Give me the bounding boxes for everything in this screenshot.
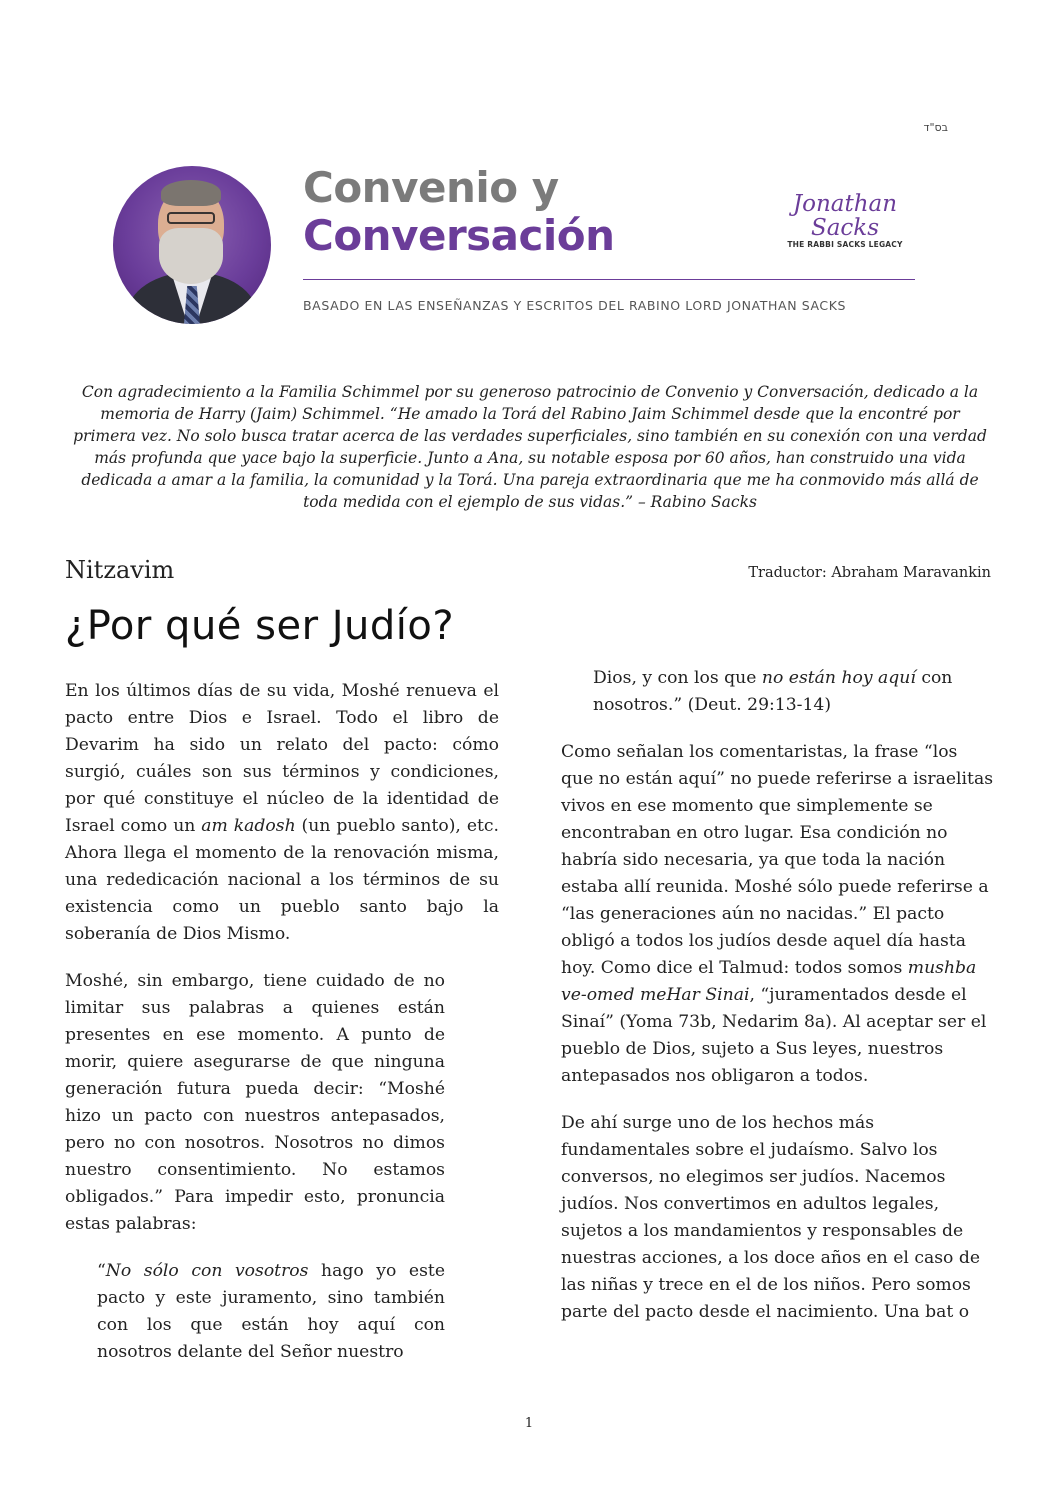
- right-column: [561, 665, 995, 1326]
- author-portrait: [113, 166, 271, 324]
- portrait-glasses: [167, 212, 215, 224]
- parasha-name: Nitzavim: [65, 556, 175, 584]
- brand-subtitle: BASADO EN LAS ENSEÑANZAS Y ESCRITOS DEL RABINO LORD JONATHAN SACKS: [303, 298, 847, 313]
- quote-emphasis: No sólo con vosotros: [105, 1261, 309, 1281]
- brand-divider: [303, 279, 915, 280]
- portrait-hair: [161, 180, 221, 206]
- bsd-mark: בס"ד: [923, 121, 948, 134]
- translator-credit: Traductor: Abraham Maravankin: [748, 565, 991, 581]
- torah-quote-continued: Dios, y con los que no están hoy aquí con nosotros.” (Deut. 29:13-14): [593, 668, 953, 715]
- brand-title-line2: Conversación: [303, 211, 615, 260]
- signature-logo: Jonathan Sacks: [792, 191, 898, 241]
- page-number: 1: [524, 1416, 534, 1431]
- portrait-beard: [159, 228, 223, 284]
- left-column: [65, 678, 499, 1366]
- am-kadosh-term: am kadosh: [201, 816, 296, 836]
- quote-emphasis-2: no están hoy aquí: [761, 668, 916, 688]
- torah-quote: “No sólo con vosotros hago yo este pacto y este juramento, sino también con los que están hoy aquí con nosotros delante del Señor nuestro: [97, 1261, 445, 1362]
- legacy-label: THE RABBI SACKS LEGACY: [787, 240, 903, 249]
- brand-title-line1: Convenio y: [303, 163, 559, 212]
- talmud-term: mushba ve-omed meHar Sinai: [561, 958, 977, 1005]
- article-title: ¿Por qué ser Judío?: [65, 603, 455, 649]
- paragraph-4: De ahí surge uno de los hechos más fundamentales sobre el judaísmo. Salvo los conversos, no elegimos ser judíos. Nacemos judíos. Nos convertimos en adultos legales, sujetos a los mandamientos y responsables de nuestras acciones, a los doce años en el caso de las niñas y trece en el de los niños. Pero somos parte del pacto desde el nacimiento. Una bat o: [561, 1113, 981, 1322]
- paragraph-1: En los últimos días de su vida, Moshé renueva el pacto entre Dios e Israel. Todo el libro de Devarim ha sido un relato del pacto: cómo surgió, cuáles son sus términos y condiciones, por qué constituye el núcleo de la identidad de Israel como un am kadosh (un pueblo santo), etc. Ahora llega el momento de la renovación misma, una rededicación nacional a los términos de su existencia como un pueblo santo bajo la soberanía de Dios Mismo.: [65, 681, 499, 944]
- paragraph-2: Moshé, sin embargo, tiene cuidado de no limitar sus palabras a quienes están presentes en ese momento. A punto de morir, quiere asegurarse de que ninguna generación futura pueda decir: “Moshé hizo un pacto con nuestros antepasados, pero no con nosotros. Nosotros no dimos nuestro consentimiento. No estamos obligados.” Para impedir esto, pronuncia estas palabras:: [65, 971, 445, 1234]
- dedication-text: Con agradecimiento a la Familia Schimmel por su generoso patrocinio de Convenio y Conversación, dedicado a la memoria de Harry (Jaim) Schimmel. “He amado la Torá del Rabino Jaim Schimmel desde que la encontré por primera vez. No solo busca tratar acerca de las verdades superficiales, sino también en su conexión con una verdad más profunda que yace bajo la superficie. Junto a Ana, su notable esposa por 60 años, han construido una vida dedicada a amar a la familia, la comunidad y la Torá. Una pareja extraordinaria que me ha conmovido más allá de toda medida con el ejemplo de sus vidas.” – Rabino Sacks: [73, 383, 987, 511]
- rabbi-sacks-legacy-logo: [775, 192, 915, 249]
- paragraph-3: Como señalan los comentaristas, la frase “los que no están aquí” no puede referirse a israelitas vivos en ese momento que simplemente se encontraban en otro lugar. Esa condición no habría sido necesaria, ya que toda la nación estaba allí reunida. Moshé sólo puede referirse a “las generaciones aún no nacidas.” El pacto obligó a todos los judíos desde aquel día hasta hoy. Como dice el Talmud: todos somos mushba ve-omed meHar Sinai, “juramentados desde el Sinaí” (Yoma 73b, Nedarim 8a). Al aceptar ser el pueblo de Dios, sujeto a Sus leyes, nuestros antepasados nos obligaron a todos.: [561, 742, 994, 1086]
- brand-title: [303, 164, 615, 260]
